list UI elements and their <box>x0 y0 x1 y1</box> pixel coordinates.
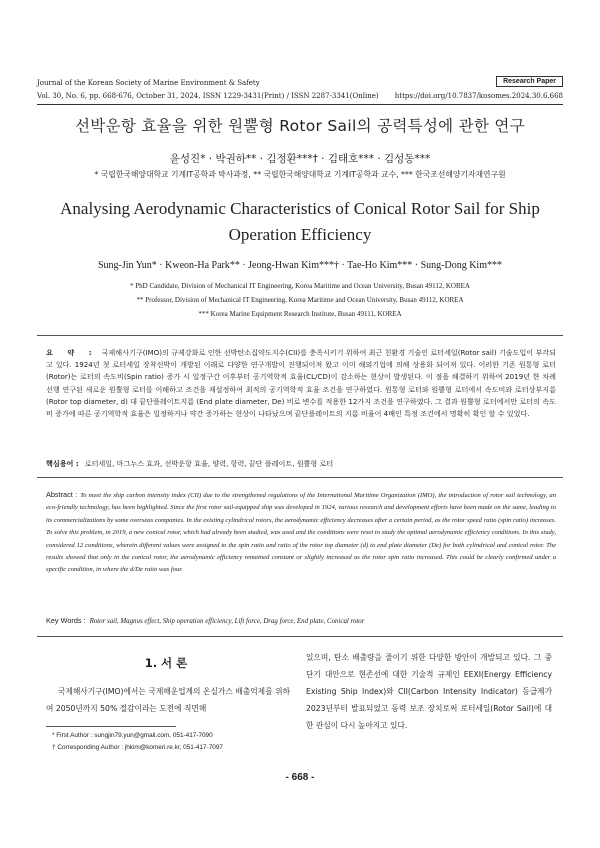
footnote-corresponding-author: † Corresponding Author : jhkim@komeri.re.kr, 051-417-7097 <box>52 744 223 751</box>
english-affiliation-1: * PhD Candidate, Division of Mechanical IT Engineering, Korea Maritime and Ocean University, Busan 49112, KOREA <box>130 282 470 290</box>
english-abstract <box>46 489 556 577</box>
korean-authors: 윤성진* · 박권하** · 김정환***† · 김태호*** · 김성동*** <box>169 153 431 165</box>
journal-name: Journal of the Korean Society of Marine Environment & Safety <box>37 79 260 87</box>
english-affiliation-3: *** Korea Marine Equipment Research Institute, Busan 49111, KOREA <box>198 310 402 318</box>
english-keywords-text: Rotor sail, Magnus effect, Ship operation efficiency, Lift force, Drag force, End plate, Conical rotor <box>89 618 365 625</box>
footnote-first-author: * First Author : sungjin79.yun@gmail.com, 051-417-7090 <box>52 732 213 739</box>
korean-abstract <box>46 347 556 420</box>
english-title: Analysing Aerodynamic Characteristics of Conical Rotor Sail for Ship Operation Efficiency <box>60 199 540 244</box>
english-affiliation-2: ** Professor, Division of Mechanical IT Engineering, Korea Maritime and Ocean University, Busan 49112, KOREA <box>136 296 464 304</box>
footnote-rule <box>46 726 176 727</box>
body-right-column: 있으며, 탄소 배출량을 줄이기 위한 다양한 방안이 개발되고 있다. 그 중 단기 대안으로 현존선에 대한 기술적 규제인 EEXI(Energy Efficiency Existing Ship Index)와 CII(Carbon Intensity Indicator) 등급제가 2023년부터 발표되었고 동력 보조 장치로써 로터세일(Rotor Sail)에 대한 관심이 다시 높아지고 있다. <box>306 653 552 730</box>
abstract-bottom-rule <box>37 636 563 637</box>
english-abstract-text: To meet the ship carbon intensity index (CII) due to the strengthened regulations of the International Maritime Organization (IMO), the introduction of rotor sail technology, an eco-friendly technology, has been highlighted. Since the first rotor sail-equipped ship was developed in 1924, various research and development efforts have been made on the same, leading to its commercializations by some overseas companies. In the existing cylindrical rotors, the aerodynamic efficiency decreases after a certain period, as the rotor speed ratio (spin ratio) increases. To solve this problem, in 2019, a new conical rotor, which had already been studied, was used and the conditions were reset to study the optimal aerodynamic efficiency conditions. In this study, considered 12 conditions, wherein different values were assigned to the spin ratio and ratio of the rotor top diameter (d) to end plate diameter (De) for both cylindrical and conical rotor. The results showed that only in the conical rotor, the aerodynamic efficiency remained constant or slightly increased as the rotor spin ratio increased. This could be clearly confirmed under a specific condition, in where the d/De ratio was four. <box>46 492 556 574</box>
citation-line: Vol. 30, No. 6, pp. 668-676, October 31, 2024, ISSN 1229-3431(Print) / ISSN 2287-3341(Online) <box>37 92 379 100</box>
korean-keywords-label: 핵심용어 : <box>46 459 79 468</box>
korean-affiliations: * 국립한국해양대학교 기계IT공학과 박사과정, ** 국립한국해양대학교 기계IT공학과 교수, *** 한국조선해양기자재연구원 <box>94 170 506 179</box>
korean-abstract-label: 요 약 : <box>46 348 98 357</box>
korean-keywords <box>46 459 556 469</box>
korean-title: 선박운항 효율을 위한 원뿔형 Rotor Sail의 공력특성에 관한 연구 <box>75 117 525 135</box>
section-heading: 1. 서 론 <box>144 656 188 670</box>
english-abstract-label: Abstract : <box>46 490 78 499</box>
doi-link[interactable]: https://doi.org/10.7837/kosomes.2024.30.6.668 <box>394 92 563 100</box>
header-rule <box>37 104 563 105</box>
korean-keywords-text: 로터세일, 마그누스 효과, 선박운항 효율, 양력, 항력, 끝단 플레이트, 원뿔형 로터 <box>84 459 334 468</box>
body-left-column: 국제해사기구(IMO)에서는 국제해운업계의 온실가스 배출억제를 위하여 2050년까지 50% 절감이라는 도전에 직면해 <box>46 687 290 713</box>
english-keywords-label: Key Words : <box>46 616 86 625</box>
english-keywords <box>46 616 556 625</box>
paper-type-badge: Research Paper <box>496 76 563 87</box>
abstract-mid-rule <box>37 477 563 478</box>
korean-abstract-text: 국제해사기구(IMO)의 규제강화로 인한 선박탄소집약도지수(CII)를 충족시키기 위하여 최근 친환경 기술인 로터세일(Rotor sail) 기술도입이 부각되고 있다. 1924년 첫 로터세일 장착선박이 개발된 이래로 다양한 연구개발이 진행되어져 왔고 이미 해외기업에 의해 상용화 되어져 있다. 이러한 기존 원통형 로터(Rotor)는 로터의 속도비(Spin ratio) 증가 시 일정구간 이후부터 공기역학적 효율(CL/CD)이 감소하는 현상이 발생된다. 이 점을 해결하기 위하여 2019년 한 차례 선행 연구된 새로운 원뿔형 로터를 이해하고 조건을 재설정하여 최적의 공기역학적 효율 조건을 연구하였다. 원통형 로터와 원뿔형 로터에서 속도비와 로터상부지름(Rotor top diameter, d) 대 끝단플레이트지름 (End plate diameter, De) 비로 변수를 적용한 12가지 조건을 연구하였다. 그 결과 원뿔형 로터에서만 로터의 속도비 증가에 따른 공기역학적 효율은 일정하거나 약간 증가하는 현상이 나타났으며 끝단플레이트의 지름 비율이 4배인 특정 조건에서 명확히 확인 할 수 있었다. <box>46 348 556 419</box>
abstract-top-rule <box>37 335 563 336</box>
page-number: - 668 - <box>285 772 315 783</box>
english-authors: Sung-Jin Yun* · Kweon-Ha Park** · Jeong-Hwan Kim***† · Tae-Ho Kim*** · Sung-Dong Kim*** <box>98 260 502 271</box>
